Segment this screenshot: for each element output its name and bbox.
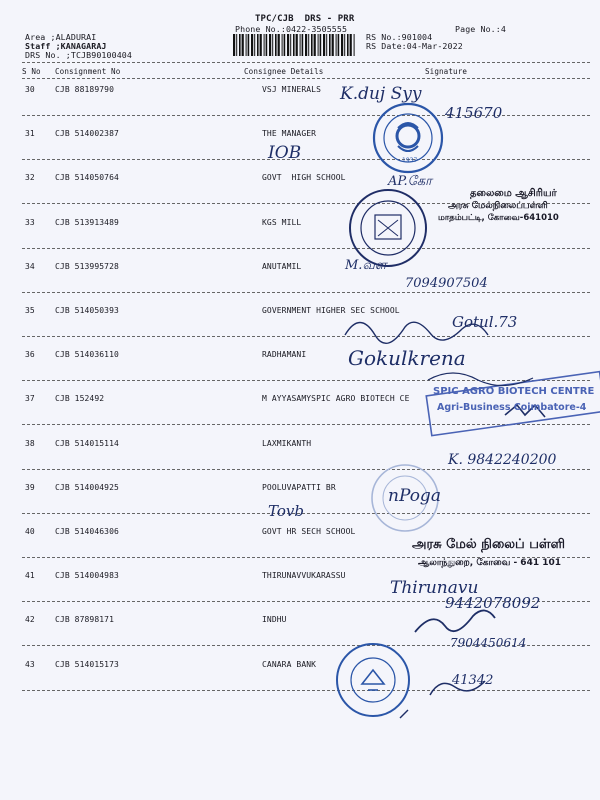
drs-number: DRS No. ;TCJB90100404 <box>25 50 132 60</box>
signature-row31: IOB <box>268 143 302 163</box>
row-consignment-number: CJB 514015173 <box>55 659 119 669</box>
row-consignment-number: CJB 514002387 <box>55 129 119 139</box>
barcode-bar <box>248 34 250 56</box>
barcode-bar <box>350 34 352 56</box>
barcode-bar <box>354 34 355 56</box>
signature-row42-phone: 7904450614 <box>450 636 527 650</box>
headmaster-stamp-line2: அரசு மேல்நிலைப்பள்ளி <box>448 201 548 211</box>
barcode-bar <box>282 34 283 56</box>
barcode-bar <box>326 34 327 56</box>
row-consignment-number: CJB 514036110 <box>55 350 119 360</box>
row-consignee-name: THIRUNAVVUKARASSU <box>262 571 346 581</box>
row-consignee-name: LAXMIKANTH <box>262 438 312 448</box>
barcode-bar <box>347 34 349 56</box>
report-title: TPC/CJB DRS - PRR <box>255 14 355 24</box>
barcode-bar <box>305 34 307 56</box>
barcode-bar <box>344 34 345 56</box>
signature-row30: K.duj Syy <box>340 84 422 104</box>
barcode-bar <box>236 34 237 56</box>
barcode-bar <box>341 34 343 56</box>
row-divider <box>22 159 590 160</box>
barcode-bar <box>287 34 289 56</box>
row-consignee-name: GOVERNMENT HIGHER SEC SCHOOL <box>262 306 400 315</box>
barcode-bar <box>329 34 331 56</box>
spic-stamp-line2: Agri-Business Coimbatore-4 <box>437 402 587 413</box>
staff-name: KANAGARAJ <box>60 41 107 51</box>
barcode-bar <box>266 34 268 56</box>
barcode-bar <box>336 34 337 56</box>
barcode-bar <box>300 34 301 56</box>
row-consignee-name: ANUTAMIL <box>262 261 302 271</box>
row-serial-number: 30 <box>25 85 35 94</box>
signature-row35: Gotul.73 <box>452 313 518 331</box>
signature-row30-number: 415670 <box>445 104 503 122</box>
barcode-bar <box>323 34 325 56</box>
row-consignment-number: CJB 513913489 <box>55 217 119 227</box>
barcode-bar <box>296 34 298 56</box>
row-consignee-name: RADHAMANI <box>262 350 307 360</box>
row-divider <box>22 115 590 116</box>
barcode-bar <box>284 34 286 56</box>
barcode-bar <box>272 34 273 56</box>
row-divider <box>22 469 590 470</box>
rs-date: RS Date:04-Mar-2022 <box>366 41 463 51</box>
signature-row41: Thirunavu <box>390 578 479 598</box>
barcode-bar <box>302 34 304 56</box>
barcode-bar <box>254 34 255 56</box>
phone-number: Phone No.:0422-3505555 <box>235 24 348 34</box>
svg-text:1937: 1937 <box>402 157 418 164</box>
signature-row39b: Tovb <box>268 502 304 520</box>
row-consignee-name: GOVT HIGH SCHOOL <box>262 173 346 183</box>
kgs-mill-seal <box>350 190 426 266</box>
row-serial-number: 43 <box>25 659 35 669</box>
barcode-bar <box>278 34 280 56</box>
headmaster-stamp-line3: மாதம்பட்டி, கோவை-641010 <box>438 213 559 223</box>
row-serial-number: 31 <box>25 129 35 139</box>
row-consignment-number: CJB 88189790 <box>55 85 114 94</box>
barcode-bar <box>293 34 295 56</box>
row-serial-number: 41 <box>25 571 35 581</box>
header-divider-bottom <box>22 78 590 79</box>
gov-school-stamp-line1: அரசு மேல் நிலைப் பள்ளி <box>412 537 566 552</box>
barcode-bar <box>269 34 271 56</box>
row-consignee-name: POOLUVAPATTI BR <box>262 482 336 492</box>
row-serial-number: 32 <box>25 173 35 183</box>
col-signature: Signature <box>425 67 468 76</box>
rs-number: RS No.:901004 <box>366 32 433 42</box>
staff-label: Staff ; <box>25 41 61 51</box>
row-consignment-number: CJB 514050393 <box>55 306 119 315</box>
row-consignment-number: CJB 514050764 <box>55 173 119 183</box>
barcode-bar <box>308 34 309 56</box>
spic-stamp-line1: SPIC AGRO BIOTECH CENTRE <box>433 386 595 397</box>
barcode-bar <box>318 34 319 56</box>
barcode-bar <box>332 34 334 56</box>
signature-row38: K. 9842240200 <box>448 452 557 468</box>
barcode-bar <box>260 34 262 56</box>
headmaster-stamp-line1: தலைமை ஆசிரியர் <box>470 188 557 199</box>
row-serial-number: 36 <box>25 350 35 360</box>
row-divider <box>22 336 590 337</box>
row-consignee-name: CANARA BANK <box>262 659 317 669</box>
signature-row34-phone: 7094907504 <box>405 276 488 291</box>
signature-row36: Gokulkrena <box>348 346 466 370</box>
barcode-bar <box>275 34 277 56</box>
row-serial-number: 33 <box>25 217 35 227</box>
row-serial-number: 37 <box>25 394 35 404</box>
row-consignee-name: THE MANAGER <box>262 129 317 139</box>
gov-school-stamp-line2: ஆலாந்துறை, கோவை - 641 101 <box>418 558 562 568</box>
signature-row32: AP.கோ <box>388 174 432 189</box>
row-consignment-number: CJB 514046306 <box>55 527 119 536</box>
row-consignee-name: KGS MILL <box>262 217 302 227</box>
area-label: Area ;ALADURAI <box>25 32 97 42</box>
row-divider <box>22 380 590 381</box>
barcode-bar <box>246 34 247 56</box>
row-divider <box>22 424 590 425</box>
barcode-bar <box>290 34 291 56</box>
header-divider-top <box>22 62 590 63</box>
row-divider <box>22 292 590 293</box>
col-consignment: Consignment No <box>55 67 121 76</box>
signature-row41-phone: 9442078092 <box>445 594 541 612</box>
page-number: Page No.:4 <box>455 24 506 34</box>
barcode-bar <box>264 34 265 56</box>
row-consignment-number: CJB 514015114 <box>55 438 119 448</box>
barcode-bar <box>251 34 253 56</box>
row-divider <box>22 513 590 514</box>
row-serial-number: 38 <box>25 438 35 448</box>
barcode-bar <box>311 34 313 56</box>
barcode-bar <box>314 34 316 56</box>
col-consignee: Consignee Details <box>244 67 324 76</box>
row-consignee-name: VSJ MINERALS <box>262 85 321 94</box>
row-consignment-number: CJB 514004983 <box>55 571 119 581</box>
signature-row39: nPoga <box>388 486 441 506</box>
canara-bank-seal <box>337 644 409 716</box>
barcode-bar <box>233 34 235 56</box>
barcode-bar <box>338 34 340 56</box>
row-consignment-number: CJB 513995728 <box>55 261 119 271</box>
barcode-bar <box>257 34 259 56</box>
barcode-bar <box>242 34 244 56</box>
row-consignment-number: CJB 152492 <box>55 394 105 404</box>
row-consignee-name: INDHU <box>262 615 287 625</box>
row-consignment-number: CJB 514004925 <box>55 482 119 492</box>
row-divider <box>22 248 590 249</box>
row-consignee-name: GOVT HR SECH SCHOOL <box>262 527 356 536</box>
barcode-bar <box>239 34 241 56</box>
col-sno: S No <box>22 67 41 76</box>
row-serial-number: 40 <box>25 527 35 536</box>
row-consignee-name: M AYYASAMYSPIC AGRO BIOTECH CE <box>262 394 410 404</box>
row-serial-number: 34 <box>25 261 35 271</box>
row-divider <box>22 690 590 691</box>
row-consignment-number: CJB 87898171 <box>55 615 114 625</box>
row-serial-number: 35 <box>25 306 35 315</box>
barcode <box>233 34 357 56</box>
barcode-bar <box>320 34 322 56</box>
row-serial-number: 39 <box>25 482 35 492</box>
signature-row43: 41342 <box>452 673 494 688</box>
signature-row34: M.வள <box>345 258 387 273</box>
row-serial-number: 42 <box>25 615 35 625</box>
